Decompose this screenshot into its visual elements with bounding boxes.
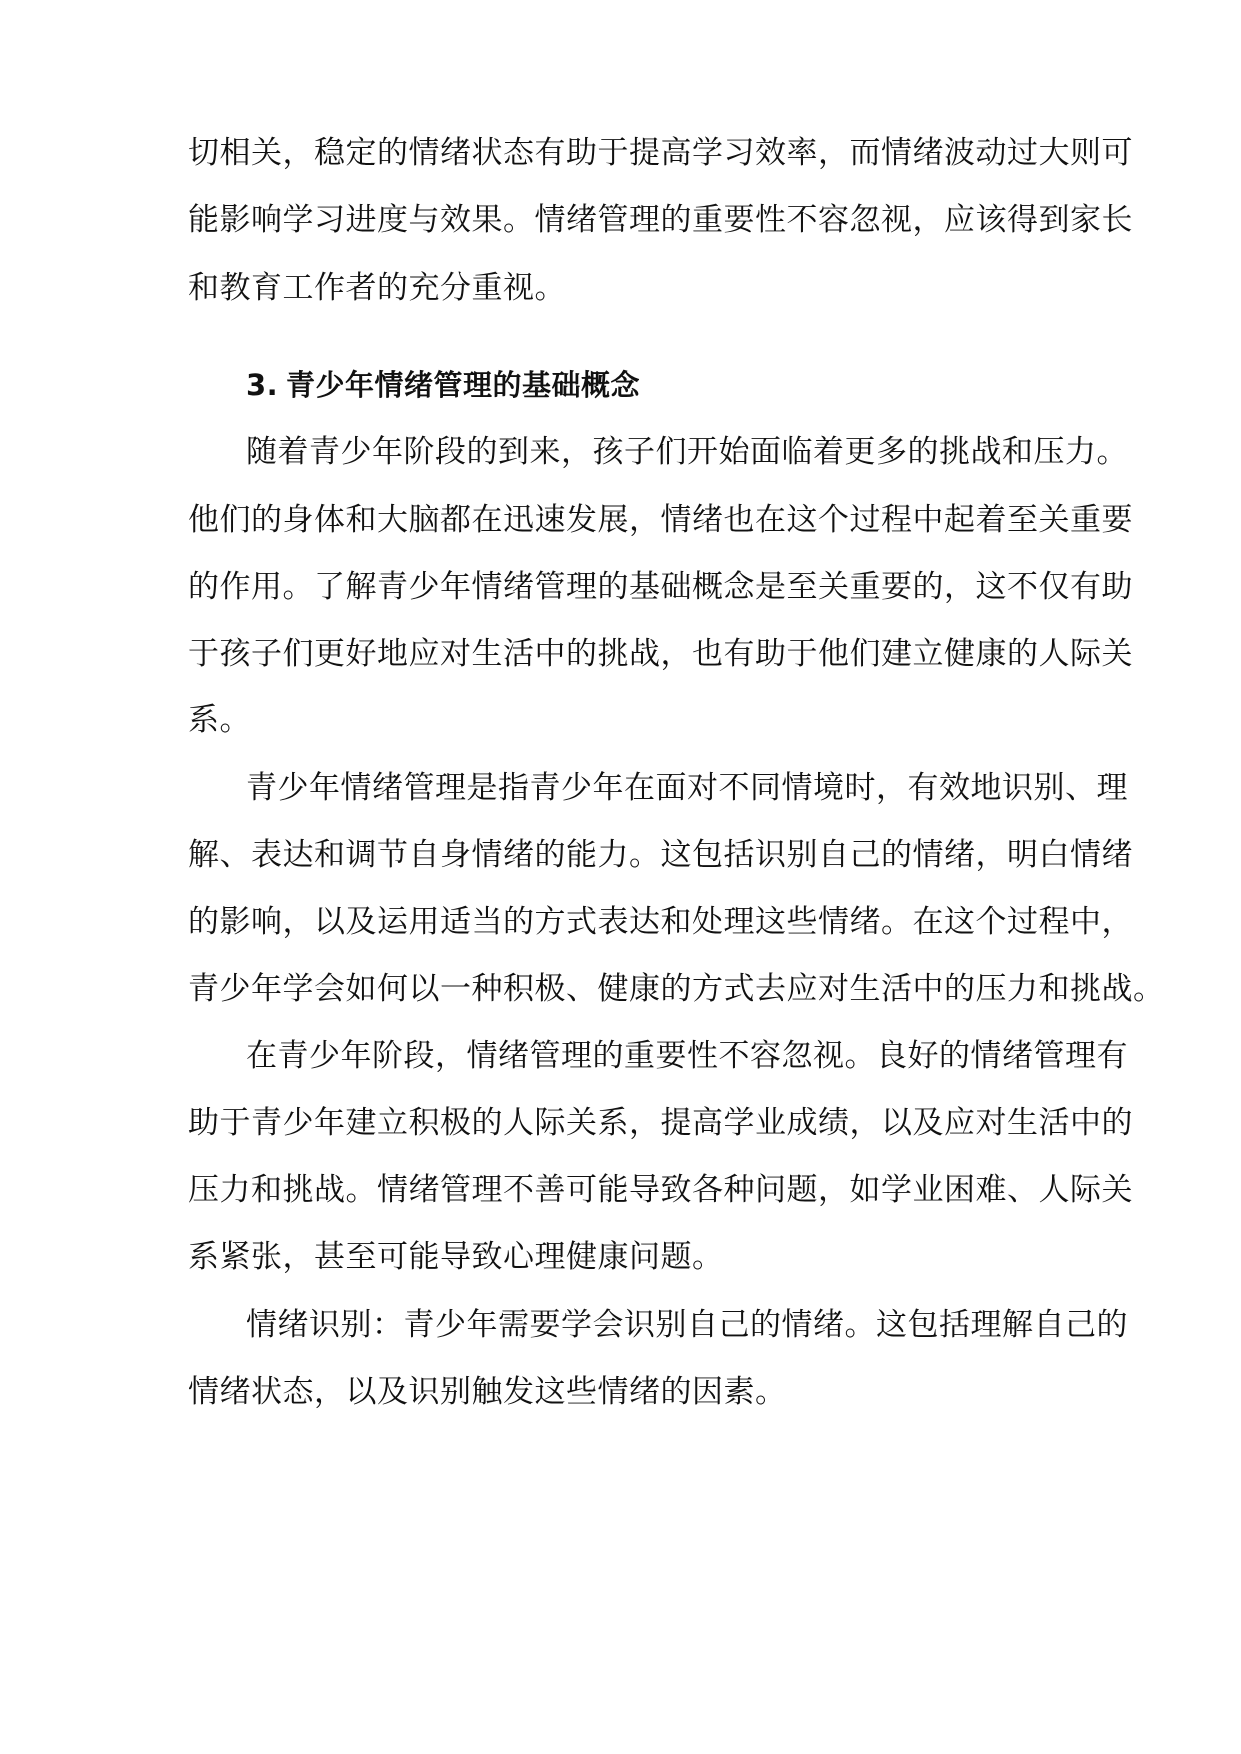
paragraph-3-line-3: 压力和挑战。情绪管理不善可能导致各种问题，如学业困难、人际关	[188, 1172, 1133, 1208]
paragraph-1-line-1: 随着青少年阶段的到来，孩子们开始面临着更多的挑战和压力。	[246, 434, 1128, 470]
paragraph-1-line-5: 系。	[188, 702, 251, 738]
section-title: 青少年情绪管理的基础概念	[286, 368, 641, 402]
paragraph-2-line-2: 解、表达和调节自身情绪的能力。这包括识别自己的情绪，明白情绪	[188, 837, 1133, 873]
paragraph-2-line-4: 青少年学会如何以一种积极、健康的方式去应对生活中的压力和挑战。	[188, 971, 1165, 1007]
paragraph-2-line-1: 青少年情绪管理是指青少年在面对不同情境时，有效地识别、理	[246, 770, 1128, 806]
section-number: 3.	[246, 368, 279, 402]
paragraph-4-line-2: 情绪状态，以及识别触发这些情绪的因素。	[188, 1374, 787, 1410]
paragraph-3-line-2: 助于青少年建立积极的人际关系，提高学业成绩，以及应对生活中的	[188, 1105, 1133, 1141]
intro-line-3: 和教育工作者的充分重视。	[188, 270, 566, 306]
paragraph-1-line-3: 的作用。了解青少年情绪管理的基础概念是至关重要的，这不仅有助	[188, 569, 1133, 605]
section-heading	[246, 365, 1126, 405]
paragraph-4-line-1: 情绪识别：青少年需要学会识别自己的情绪。这包括理解自己的	[246, 1307, 1128, 1343]
intro-line-2: 能影响学习进度与效果。情绪管理的重要性不容忽视，应该得到家长	[188, 202, 1133, 238]
paragraph-3-line-1: 在青少年阶段，情绪管理的重要性不容忽视。良好的情绪管理有	[246, 1038, 1128, 1074]
paragraph-3-line-4: 系紧张，甚至可能导致心理健康问题。	[188, 1239, 724, 1275]
paragraph-1-line-2: 他们的身体和大脑都在迅速发展，情绪也在这个过程中起着至关重要	[188, 502, 1133, 538]
paragraph-1-line-4: 于孩子们更好地应对生活中的挑战，也有助于他们建立健康的人际关	[188, 636, 1133, 672]
intro-line-1: 切相关，稳定的情绪状态有助于提高学习效率，而情绪波动过大则可	[188, 135, 1133, 171]
paragraph-2-line-3: 的影响，以及运用适当的方式表达和处理这些情绪。在这个过程中，	[188, 904, 1133, 940]
